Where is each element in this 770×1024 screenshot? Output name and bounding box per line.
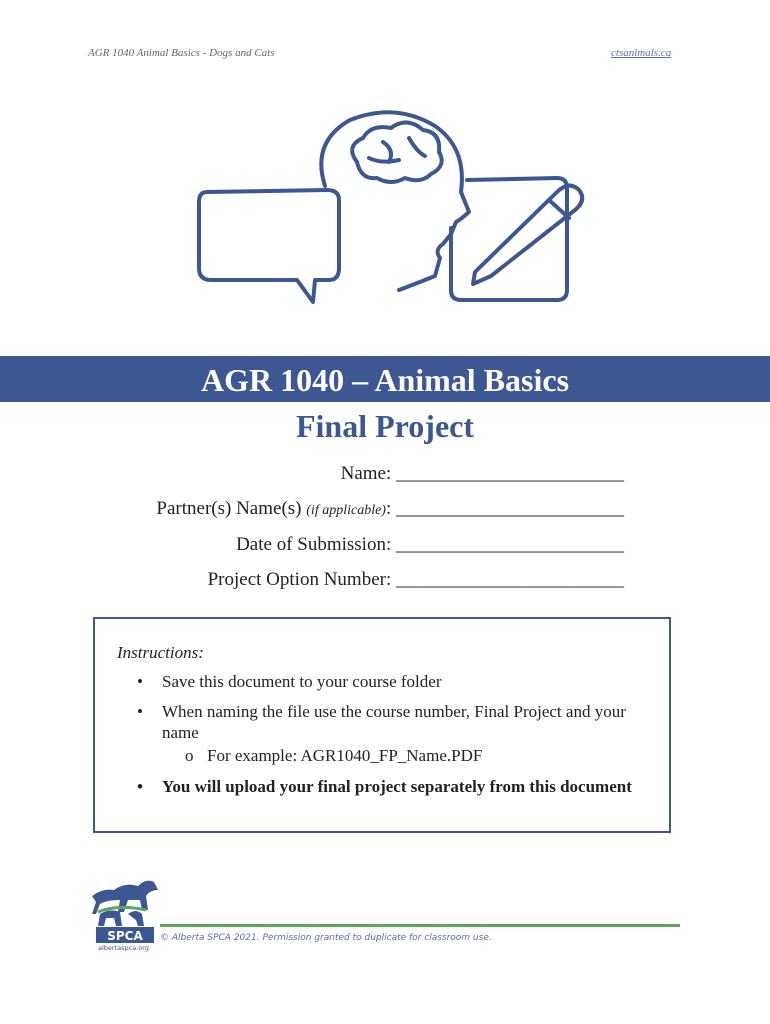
bullet-icon: • <box>137 702 143 721</box>
instruction-item: • When naming the file use the course number, Final Project and your name <box>137 702 626 742</box>
instruction-subitem: o For example: AGR1040_FP_Name.PDF <box>185 746 483 765</box>
instructions-title: Instructions: <box>117 643 204 662</box>
horse-dog-cat-logo <box>88 870 162 954</box>
header-course-title: AGR 1040 Animal Basics - Dogs and Cats <box>88 47 275 59</box>
speech-bubble-icon <box>199 190 339 302</box>
head-profile-icon <box>321 112 469 290</box>
project-option-line[interactable]: ________________________ <box>396 569 624 590</box>
partner-label: Partner(s) Name(s) <box>156 498 307 519</box>
bullet-icon: • <box>137 672 143 691</box>
partner-label-end: : <box>385 498 396 519</box>
page-subtitle: Final Project <box>295 408 474 444</box>
name-field[interactable] <box>341 462 624 486</box>
header-site-link[interactable]: ctsanimals.ca <box>611 47 672 59</box>
sub-bullet-icon: o <box>185 746 194 765</box>
partner-line[interactable]: ________________________ <box>396 498 624 519</box>
partner-field[interactable] <box>156 497 624 523</box>
submission-date-field[interactable] <box>236 533 624 557</box>
instruction-item: • You will upload your final project separately from this document <box>137 777 632 796</box>
submission-date-line[interactable]: ________________________ <box>396 534 624 555</box>
submission-date-label: Date of Submission: <box>236 534 396 555</box>
partner-note: (if applicable) <box>306 503 386 518</box>
bullet-icon: • <box>137 777 143 796</box>
hero-illustration <box>185 100 585 320</box>
page-title: AGR 1040 – Animal Basics <box>200 362 570 398</box>
name-line[interactable]: ________________________ <box>396 463 624 484</box>
footer-divider <box>160 924 680 927</box>
project-option-field[interactable] <box>208 568 624 592</box>
name-label: Name: <box>340 463 396 484</box>
brain-icon <box>352 122 441 182</box>
footer-copyright: © Alberta SPCA 2021. Permission granted to duplicate for classroom use. <box>160 933 492 943</box>
logo-url: albertaspca.org <box>98 944 149 952</box>
instruction-item: • Save this document to your course folder <box>137 672 442 691</box>
project-option-label: Project Option Number: <box>207 569 396 590</box>
logo-text: SPCA <box>107 929 143 943</box>
